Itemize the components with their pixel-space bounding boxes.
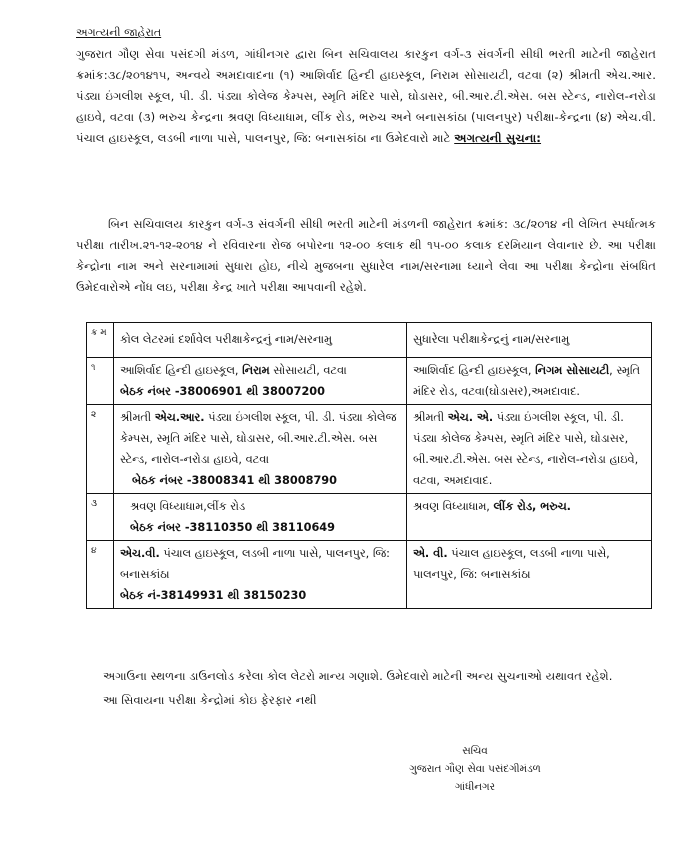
- new-address-cell: [407, 405, 652, 494]
- table-row: [87, 405, 652, 494]
- new-address-text: , સ્મૃતિ મંદિર રોડ, વટવા(ઘોડાસર),અમદાવાદ.: [413, 364, 640, 398]
- old-address-cell: [114, 541, 407, 609]
- new-address-bold: એ. વી.: [413, 547, 448, 560]
- header-new-address: સુધારેલા પરીક્ષાકેન્દ્રનું નામ/સરનામુ: [407, 323, 652, 358]
- old-address-cell: [114, 358, 407, 405]
- new-address-text: પંડ્યા ઇંગલીશ સ્કૂલ, પી. ડી. પંડ્યા કોલેજ કેમ્પસ, સ્મૃતિ મંદિર પાસે, ઘોડાસર, બી.આર.ટી.એસ. બસ સ્ટેન્ડ, નારોલ-નરોડા હાઇવે, વટવા, અમદાવાદ.: [413, 411, 639, 487]
- body-paragraph: બિન સચિવાલય કારકુન વર્ગ-૩ સંવર્ગની સીધી ભરતી માટેની મંડળની જાહેરાત ક્રમાંક: ૩૮/૨૦૧૪ ની લેખિત સ્પર્ધાત્મક પરીક્ષા તારીખ.૨૧-૧૨-૨૦૧૪ ને રવિવારના રોજ બપોરના ૧૨-૦૦ કલાક થી ૧૫-૦૦ કલાક દરમિયાન લેવાનાર છે. આ પરીક્ષા કેન્દ્રોના નામ અને સરનામામાં સુધારા હોઇ, નીચે મુજબના સુધારેલ નામ/સરનામા ધ્યાને લેવા આ પરીક્ષા કેન્દ્રોના સંબધિત ઉમેદવારોએ નોંધ લઇ, પરીક્ષા કેન્દ્ર ખાતે પરીક્ષા આપવાની રહેશે.: [76, 217, 656, 294]
- old-address-text: સોસાયટી, વટવા: [269, 364, 347, 377]
- table-row: [87, 494, 652, 541]
- intro-emphasis: અગત્યની સુચના:: [454, 131, 542, 145]
- new-address-bold: નિગમ સોસાયટી: [535, 364, 610, 377]
- signature-block: [360, 742, 590, 796]
- old-address-bold: એચ.વી.: [120, 547, 160, 560]
- seat-number-range: બેઠક નં-38149931 થી 38150230: [120, 589, 307, 602]
- new-address-cell: [407, 541, 652, 609]
- table-header-row: [87, 323, 652, 358]
- old-address-text: શ્રીમતી: [120, 411, 155, 424]
- new-address-text: આશિર્વાદ હિન્દી હાઇસ્કૂલ,: [413, 364, 536, 377]
- signature-place: ગાંધીનગર: [454, 781, 496, 793]
- new-address-cell: [407, 358, 652, 405]
- header-old-address: કોલ લેટરમાં દર્શાવેલ પરીક્ષાકેન્દ્રનું નામ/સરનામુ: [114, 323, 407, 358]
- signature-designation: સચિવ: [462, 745, 488, 757]
- header-serial: ક્ર મ: [87, 323, 114, 358]
- new-address-cell: [407, 494, 652, 541]
- old-address-text: પંડ્યા ઇંગલીશ સ્કૂલ, પી. ડી. પંડ્યા કોલેજ કેમ્પસ, સ્મૃતિ મંદિર પાસે, ઘોડાસર, બી.આર.ટી.એસ. બસ સ્ટેન્ડ, નારોલ-નરોડા હાઇવે, વટવા: [120, 411, 397, 466]
- footer-line: આ સિવાયના પરીક્ષા કેન્દ્રોમાં કોઇ ફેરફાર નથી: [103, 693, 317, 707]
- row-serial: ૪: [87, 541, 114, 609]
- old-address-text: શ્રવણ વિધ્યાધામ,લીંક રોડ: [130, 500, 246, 513]
- new-address-text: પંચાલ હાઇસ્કૂલ, લડબી નાળા પાસે, પાલનપુર, જિ: બનાસકાંઠા: [413, 547, 610, 581]
- footer-line: અગાઉના સ્થળના ડાઉનલોડ કરેલા કોલ લેટરો માન્ય ગણાશે. ઉમેદવારો માટેની અન્ય સુચનાઓ યથાવત રહેશે.: [103, 669, 613, 683]
- new-address-bold: એચ. એ.: [447, 411, 494, 424]
- new-address-text: શ્રીમતી: [413, 411, 448, 424]
- old-address-text: પંચાલ હાઇસ્કૂલ, લડબી નાળા પાસે, પાલનપુર, જિ: બનાસકાંઠા: [120, 547, 390, 581]
- notice-title: અગત્યની જાહેરાત: [76, 26, 162, 39]
- footer-notes: [103, 664, 663, 712]
- row-serial: ૩: [87, 494, 114, 541]
- intro-paragraph: [76, 44, 656, 149]
- table-row: [87, 541, 652, 609]
- row-serial: ૨: [87, 405, 114, 494]
- new-address-bold: લીંક રોડ, ભરુચ.: [493, 500, 571, 513]
- intro-text: ગુજરાત ગૌણ સેવા પસંદગી મંડળ, ગાંધીનગર દ્વારા બિન સચિવાલય કારકુન વર્ગ-૩ સંવર્ગની સીધી ભરતી માટેની જાહેરાત ક્રમાંક:૩૮/૨૦૧૪૧૫, અન્વયે અમદાવાદના (૧) આશિર્વાદ હિન્દી હાઇસ્કૂલ, નિરામ સોસાયટી, વટવા (૨) શ્રીમતી એચ.આર. પંડ્યા ઇંગલીશ સ્કૂલ, પી. ડી. પંડ્યા કોલેજ કેમ્પસ, સ્મૃતિ મંદિર પાસે, ઘોડાસર, બી.આર.ટી.એસ. બસ સ્ટેન્ડ, નારોલ-નરોડા હાઇવે, વટવા (૩) ભરુચ કેન્દ્રના શ્રવણ વિધ્યાધામ, લીંક રોડ, ભરુચ અને બનાસકાંઠા (પાલનપુર) પરીક્ષા-કેન્દ્રના (૪) એચ.વી. પંચાલ હાઇસ્કૂલ, લડબી નાળા પાસે, પાલનપુર, જિ: બનાસકાંઠા ના ઉમેદવારો માટે: [76, 47, 656, 145]
- old-address-bold: એચ.આર.: [154, 411, 205, 424]
- table-row: [87, 358, 652, 405]
- seat-number-range: બેઠક નંબર -38008341 થી 38008790: [132, 474, 338, 487]
- seat-number-range: બેઠક નંબર -38006901 થી 38007200: [120, 385, 326, 398]
- old-address-bold: નિરામ: [242, 364, 270, 377]
- new-address-text: શ્રવણ વિધ્યાધામ,: [413, 500, 494, 513]
- old-address-text: આશિર્વાદ હિન્દી હાઇસ્કૂલ,: [120, 364, 243, 377]
- old-address-cell: [114, 405, 407, 494]
- old-address-cell: [114, 494, 407, 541]
- exam-centre-table: [86, 322, 652, 609]
- row-serial: ૧: [87, 358, 114, 405]
- seat-number-range: બેઠક નંબર -38110350 થી 38110649: [130, 521, 336, 534]
- signature-organization: ગુજરાત ગૌણ સેવા પસંદગીમંડળ: [409, 763, 541, 775]
